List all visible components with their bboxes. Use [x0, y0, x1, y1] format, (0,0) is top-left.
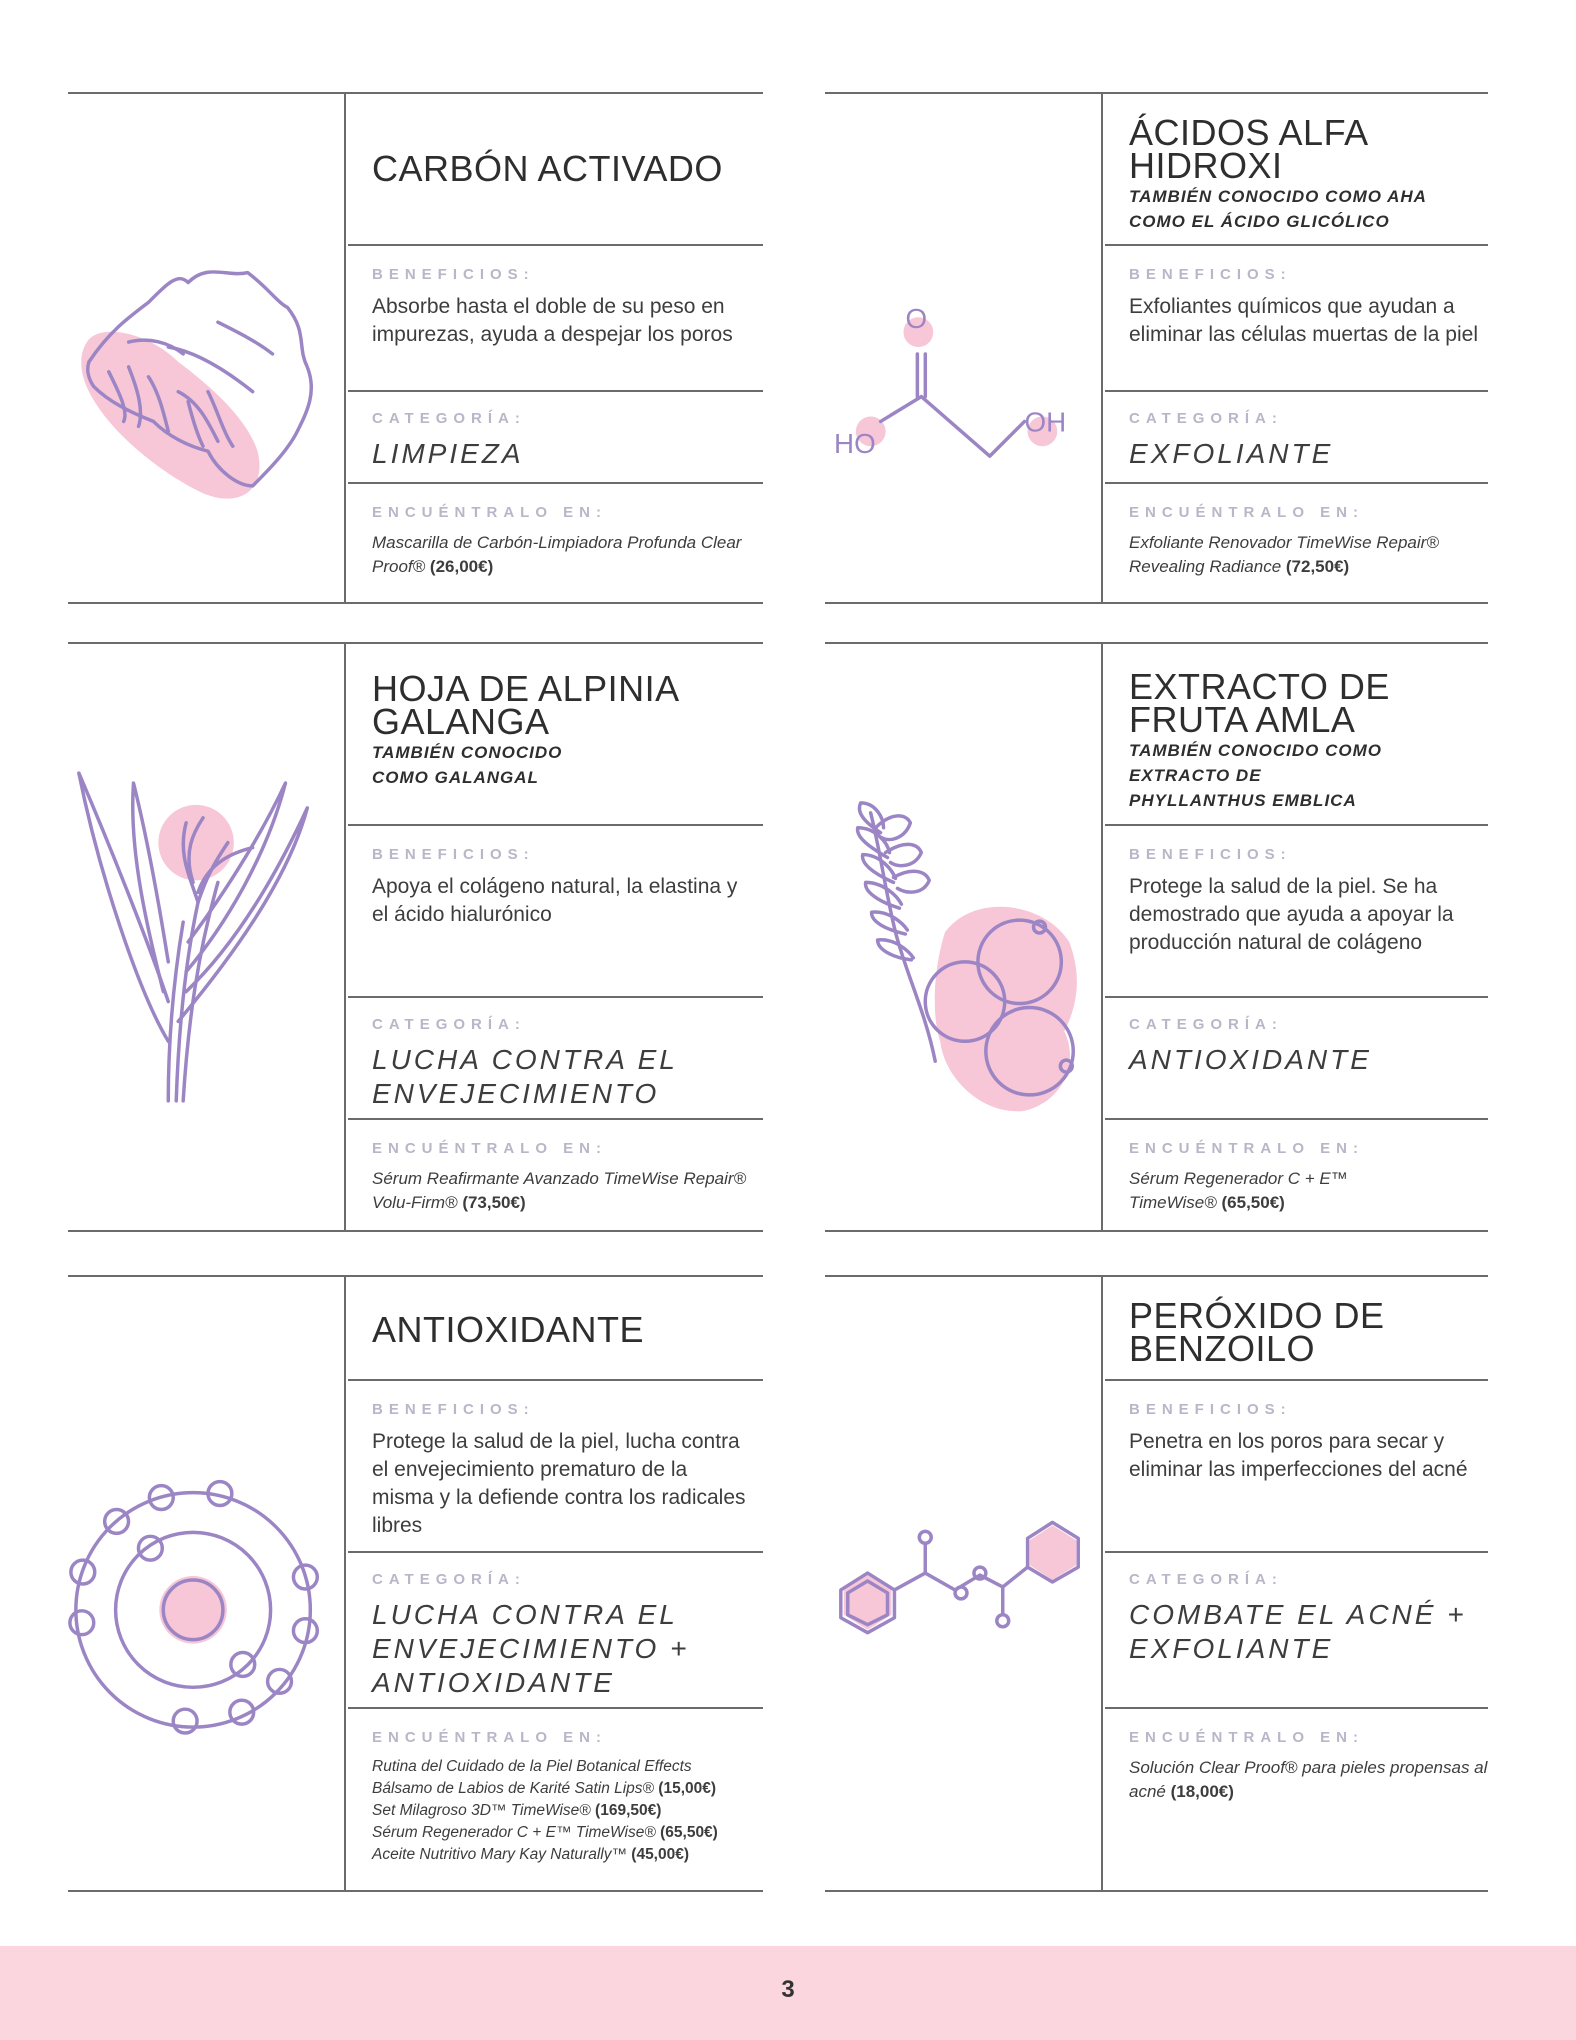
benefits-label: BENEFICIOS: [372, 846, 535, 863]
product-item [1129, 1167, 1389, 1215]
ingredient-card-benzoyl-peroxide [825, 1275, 1488, 1892]
category-label: CATEGORÍA: [372, 1016, 526, 1033]
product-name: Exfoliante Renovador TimeWise Repair® Revealing Radiance [1129, 533, 1439, 576]
category-value: LUCHA CONTRA EL ENVEJECIMIENTO [372, 1044, 678, 1109]
product-price: (169,50€) [595, 1802, 662, 1819]
where-label: ENCUÉNTRALO EN: [372, 1729, 607, 1746]
product-price: (18,00€) [1170, 1782, 1234, 1801]
product-item [372, 1800, 753, 1822]
product-list [372, 1756, 753, 1866]
galangal-flower-icon [68, 644, 346, 1230]
page-footer [0, 1946, 1576, 2040]
product-item [372, 1756, 753, 1778]
amla-fruit-icon [825, 644, 1103, 1230]
benzoyl-peroxide-molecule-icon [825, 1277, 1103, 1890]
benefits-text: Apoya el colágeno natural, la elastina y el ácido hialurónico [372, 875, 738, 926]
ingredient-title: CARBÓN ACTIVADO [372, 148, 723, 189]
product-item [1129, 531, 1478, 579]
where-label: ENCUÉNTRALO EN: [372, 504, 607, 521]
product-name: Rutina del Cuidado de la Piel Botanical Effects [372, 1758, 692, 1775]
benefits-label: BENEFICIOS: [372, 1401, 535, 1418]
product-item [1129, 1756, 1489, 1804]
illustration-panel [68, 1277, 346, 1890]
product-price: (26,00€) [429, 557, 494, 576]
product-list [372, 1167, 753, 1215]
benefits-label: BENEFICIOS: [1129, 266, 1292, 283]
category-label: CATEGORÍA: [1129, 410, 1283, 427]
benefits-text: Penetra en los poros para secar y eliminar las imperfecciones del acné [1129, 1430, 1468, 1481]
product-name: Aceite Nutritivo Mary Kay Naturally™ [372, 1846, 627, 1863]
category-value: ANTIOXIDANTE [1129, 1044, 1372, 1075]
product-price: (65,50€) [1221, 1193, 1285, 1212]
product-name: Set Milagroso 3D™ TimeWise® [372, 1802, 591, 1819]
ingredient-card-antioxidant [68, 1275, 763, 1892]
product-price: (65,50€) [660, 1824, 718, 1841]
ingredient-title: ÁCIDOS ALFA HIDROXI [1129, 112, 1367, 186]
category-label: CATEGORÍA: [1129, 1571, 1283, 1588]
product-name: Sérum Regenerador C + E™ TimeWise® [372, 1824, 656, 1841]
product-item [372, 1778, 753, 1800]
ingredient-title: ANTIOXIDANTE [372, 1309, 645, 1350]
product-item [372, 531, 753, 579]
aka-text: TAMBIÉN CONOCIDO COMO EXTRACTO DE PHYLLANTHUS EMBLICA [1129, 741, 1383, 810]
ho-label: HO [834, 428, 876, 460]
benefits-text: Absorbe hasta el doble de su peso en impurezas, ayuda a despejar los poros [372, 295, 733, 346]
where-label: ENCUÉNTRALO EN: [1129, 1729, 1364, 1746]
product-list [372, 531, 753, 579]
charcoal-icon [68, 94, 346, 602]
product-price: (73,50€) [462, 1193, 526, 1212]
benefits-text: Protege la salud de la piel. Se ha demostrado que ayuda a apoyar la producción natural de colágeno [1129, 875, 1454, 954]
where-label: ENCUÉNTRALO EN: [1129, 1140, 1364, 1157]
product-price: (72,50€) [1285, 557, 1350, 576]
where-label: ENCUÉNTRALO EN: [1129, 504, 1364, 521]
benefits-label: BENEFICIOS: [1129, 1401, 1292, 1418]
product-name: Solución Clear Proof® para pieles propensas al acné [1129, 1758, 1488, 1801]
product-name: Sérum Reafirmante Avanzado TimeWise Repair® Volu-Firm® [372, 1169, 747, 1212]
page-number: 3 [781, 1976, 795, 2003]
ingredient-card-amla [825, 642, 1488, 1232]
category-label: CATEGORÍA: [372, 1571, 526, 1588]
benefits-label: BENEFICIOS: [1129, 846, 1292, 863]
oxygen-label: O [905, 303, 928, 335]
benefits-text: Protege la salud de la piel, lucha contra el envejecimiento prematuro de la misma y la defiende contra los radicales libres [372, 1430, 746, 1537]
illustration-panel [68, 644, 346, 1230]
ingredient-title: EXTRACTO DE FRUTA AMLA [1129, 666, 1390, 740]
illustration-panel [825, 94, 1103, 602]
product-item [372, 1167, 753, 1215]
benefits-label: BENEFICIOS: [372, 266, 535, 283]
atom-icon [68, 1277, 346, 1890]
product-name: Bálsamo de Labios de Karité Satin Lips® [372, 1780, 654, 1797]
aka-text: TAMBIÉN CONOCIDO COMO AHA COMO EL ÁCIDO GLICÓLICO [1129, 187, 1427, 231]
ingredient-card-galangal [68, 642, 763, 1232]
ingredient-title: HOJA DE ALPINIA GALANGA [372, 668, 678, 742]
aka-text: TAMBIÉN CONOCIDO COMO GALANGAL [372, 743, 563, 787]
glycolic-acid-molecule-icon [825, 94, 1103, 602]
product-name: Mascarilla de Carbón-Limpiadora Profunda Clear Proof® [372, 533, 742, 576]
ingredient-title: PERÓXIDO DE BENZOILO [1129, 1295, 1385, 1369]
illustration-panel [825, 644, 1103, 1230]
category-value: EXFOLIANTE [1129, 438, 1334, 469]
ingredient-card-aha [825, 92, 1488, 604]
product-item [372, 1844, 753, 1866]
product-item [372, 1822, 753, 1844]
benefits-text: Exfoliantes químicos que ayudan a eliminar las células muertas de la piel [1129, 295, 1478, 346]
product-name: Sérum Regenerador C + E™ TimeWise® [1129, 1169, 1348, 1212]
oh-label: OH [1024, 406, 1067, 438]
category-value: COMBATE EL ACNÉ + EXFOLIANTE [1129, 1599, 1467, 1664]
product-price: (45,00€) [631, 1846, 690, 1863]
illustration-panel [825, 1277, 1103, 1890]
category-label: CATEGORÍA: [1129, 1016, 1283, 1033]
category-value: LUCHA CONTRA EL ENVEJECIMIENTO + ANTIOXIDANTE [372, 1599, 690, 1698]
product-list [1129, 531, 1478, 579]
ingredient-card-activated-charcoal [68, 92, 763, 604]
illustration-panel [68, 94, 346, 602]
category-label: CATEGORÍA: [372, 410, 526, 427]
product-price: (15,00€) [658, 1780, 717, 1797]
where-label: ENCUÉNTRALO EN: [372, 1140, 607, 1157]
product-list [1129, 1756, 1489, 1804]
category-value: LIMPIEZA [372, 438, 524, 469]
product-list [1129, 1167, 1389, 1215]
